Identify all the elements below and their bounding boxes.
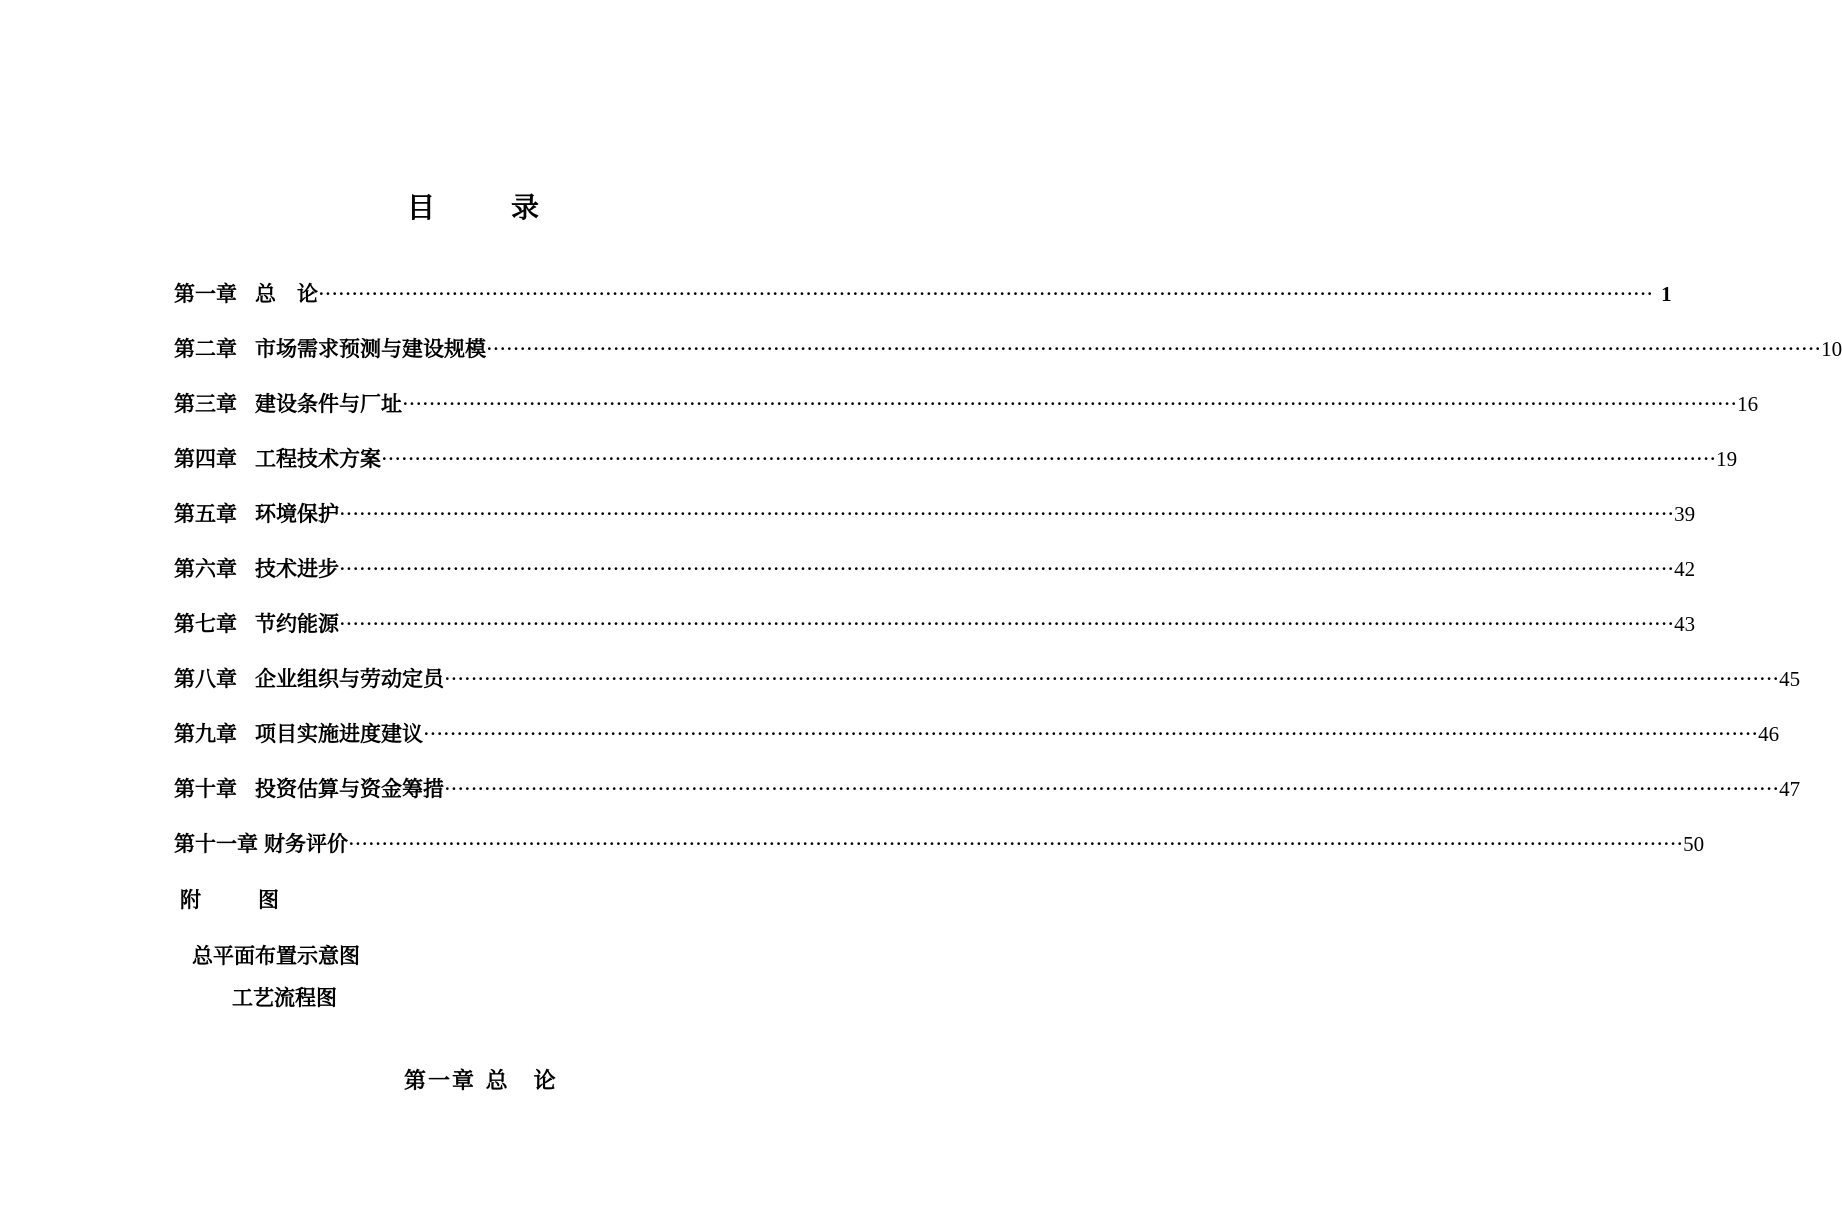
toc-row[interactable] <box>174 554 1696 584</box>
toc-chapter-number: 第二章 <box>174 336 237 361</box>
toc-dot-leader: ········································································································································································································ <box>339 502 1675 526</box>
toc-page-number: 19 <box>1716 447 1738 471</box>
toc-row[interactable] <box>174 444 1738 474</box>
toc-chapter-number: 第十一章 <box>174 831 258 856</box>
toc-chapter-title: 财务评价 <box>264 831 348 856</box>
toc-chapter-title: 项目实施进度建议 <box>255 721 423 746</box>
toc-dot-leader: ········································································································································································································ <box>402 392 1738 416</box>
toc-chapter-number: 第八章 <box>174 666 237 691</box>
appendix-heading: 附 图 <box>180 887 297 912</box>
toc-row[interactable] <box>174 279 1672 309</box>
toc-chapter-number: 第十章 <box>174 776 237 801</box>
toc-dot-leader: ········································································································································································································ <box>348 832 1684 856</box>
toc-chapter-number: 第四章 <box>174 446 237 471</box>
toc-dot-leader: ········································································································································································································ <box>339 557 1675 581</box>
toc-chapter-title: 技术进步 <box>255 556 339 581</box>
toc-chapter-title: 总 论 <box>255 281 318 306</box>
toc-page-number: 39 <box>1674 502 1696 526</box>
toc-chapter-number: 第六章 <box>174 556 237 581</box>
page-title: 目 录 <box>406 191 563 224</box>
toc-chapter-title: 企业组织与劳动定员 <box>255 666 444 691</box>
appendix-item-layout: 总平面布置示意图 <box>192 943 360 968</box>
toc-chapter-title: 环境保护 <box>255 501 339 526</box>
toc-row[interactable] <box>174 774 1801 804</box>
chapter-one-heading: 第一章 总 论 <box>404 1068 558 1094</box>
toc-row[interactable] <box>174 664 1801 694</box>
toc-chapter-number: 第五章 <box>174 501 237 526</box>
toc-chapter-title: 工程技术方案 <box>255 446 381 471</box>
toc-dot-leader: ········································································································································································································ <box>444 667 1780 691</box>
toc-row[interactable] <box>174 499 1696 529</box>
toc-page-number: 1 <box>1661 282 1672 306</box>
toc-row[interactable] <box>174 389 1759 419</box>
toc-page-number: 43 <box>1674 612 1696 636</box>
toc-page-number: 50 <box>1683 832 1705 856</box>
toc-dot-leader: ········································································································································································································ <box>486 337 1822 361</box>
toc-chapter-title: 投资估算与资金筹措 <box>255 776 444 801</box>
toc-chapter-title: 建设条件与厂址 <box>255 391 402 416</box>
toc-chapter-number: 第三章 <box>174 391 237 416</box>
toc-row[interactable] <box>174 334 1842 364</box>
toc-dot-leader: ········································································································································································································ <box>423 722 1759 746</box>
toc-dot-leader: ········································································································································································································ <box>381 447 1717 471</box>
toc-row[interactable] <box>174 719 1780 749</box>
toc-page-number: 46 <box>1758 722 1780 746</box>
toc-chapter-number: 第一章 <box>174 281 237 306</box>
toc-chapter-number: 第七章 <box>174 611 237 636</box>
toc-page-number: 47 <box>1779 777 1801 801</box>
toc-page-number: 42 <box>1674 557 1696 581</box>
toc-chapter-number: 第九章 <box>174 721 237 746</box>
toc-page-number: 45 <box>1779 667 1801 691</box>
toc-page-number: 10 <box>1821 337 1842 361</box>
toc-row[interactable] <box>174 829 1705 859</box>
toc-page-number: 16 <box>1737 392 1759 416</box>
toc-chapter-title: 节约能源 <box>255 611 339 636</box>
toc-row[interactable] <box>174 609 1696 639</box>
appendix-item-process-flow: 工艺流程图 <box>232 985 337 1010</box>
toc-dot-leader: ········································································································································································································ <box>339 612 1675 636</box>
toc-dot-leader: ········································································································································································································ <box>444 777 1780 801</box>
toc-dot-leader: ········································································································································································································ <box>318 282 1654 306</box>
toc-chapter-title: 市场需求预测与建设规模 <box>255 336 486 361</box>
